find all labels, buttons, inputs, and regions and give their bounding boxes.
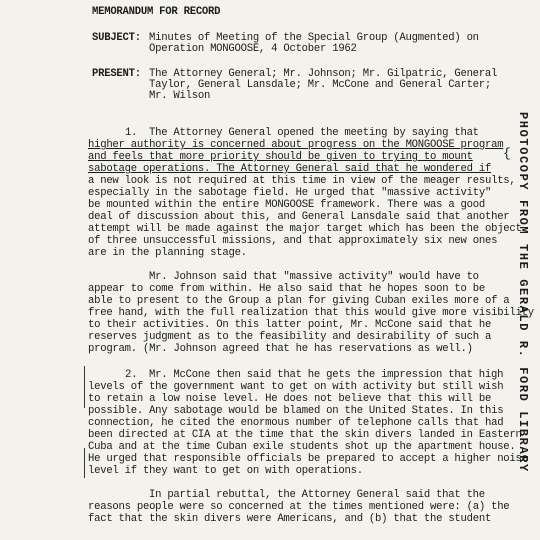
present-line: The Attorney General; Mr. Johnson; Mr. Gilpatric, General <box>149 68 498 80</box>
margin-pencil-mark: { <box>503 146 511 161</box>
subject-line: Minutes of Meeting of the Special Group (Augmented) on <box>149 32 479 44</box>
paragraph-line: level if they want to get on with operations. <box>88 465 363 477</box>
paragraph-line: connection, he cited the enormous number of telephone calls that had <box>88 417 504 429</box>
memo-heading: MEMORANDUM FOR RECORD <box>92 6 221 18</box>
margin-bracket-mark <box>84 448 85 478</box>
paragraph-number: 2. <box>125 369 138 381</box>
paragraph-line-underlined: sabotage operations. The Attorney General said that he wondered if <box>88 163 492 175</box>
paragraph-line: able to present to the Group a plan for giving Cuban exiles more of a <box>88 295 510 307</box>
paragraph-line: reasons people were so concerned at the times mentioned were: (a) the <box>88 501 510 513</box>
paragraph-line: of three unsuccessful missions, and that approximately six new ones <box>88 235 498 247</box>
paragraph-line: levels of the government want to get on with activity but still wish <box>88 381 504 393</box>
subject-label: SUBJECT: <box>92 32 141 44</box>
paragraph-line: a new look is not required at this time in view of the meager results, <box>88 175 516 187</box>
present-line: Taylor, General Lansdale; Mr. McCone and General Carter; <box>149 79 492 91</box>
paragraph-line: free hand, with the full realization that this would give more visibility <box>88 307 534 319</box>
paragraph-line: appear to come from within. He also said that he hopes soon to be <box>88 283 485 295</box>
paragraph-line: He urged that responsible officials be prepared to accept a higher noise <box>88 453 528 465</box>
present-line: Mr. Wilson <box>149 90 211 102</box>
subject-line: Operation MONGOOSE, 4 October 1962 <box>149 43 357 55</box>
paragraph-line: are in the planning stage. <box>88 247 247 259</box>
library-margin-stamp: PHOTOCOPY FROM THE GERALD R. FORD LIBRARY <box>516 112 530 473</box>
paragraph-line: reserves judgment as to the feasibility and desirability of such a <box>88 331 492 343</box>
paragraph-number: 1. <box>125 127 138 139</box>
paragraph-line: be mounted within the entire MONGOOSE framework. There was a good <box>88 199 485 211</box>
paragraph-line: possible. Any sabotage would be blamed on the United States. In this <box>88 405 504 417</box>
paragraph-line: deal of discussion about this, and General Lansdale said that another <box>88 211 510 223</box>
paragraph-line: In partial rebuttal, the Attorney General said that the <box>149 489 485 501</box>
margin-bracket-mark <box>84 366 85 408</box>
paragraph-line: The Attorney General opened the meeting by saying that <box>149 127 479 139</box>
paragraph-line-underlined: higher authority is concerned about progress on the MONGOOSE program <box>88 139 504 151</box>
paragraph-line: Mr. Johnson said that "massive activity" would have to <box>149 271 479 283</box>
paragraph-line: to their activities. On this latter point, Mr. McCone said that he <box>88 319 492 331</box>
paragraph-line: fact that the skin divers were Americans, and (b) that the student <box>88 513 492 525</box>
paragraph-line-underlined: and feels that more priority should be given to trying to mount <box>88 151 473 163</box>
paragraph-line: program. (Mr. Johnson agreed that he has reservations as well.) <box>88 343 473 355</box>
paragraph-line: Cuba and at the time Cuban exile students shot up the apartment house. <box>88 441 516 453</box>
paragraph-line: Mr. McCone then said that he gets the impression that high <box>149 369 504 381</box>
paragraph-line: especially in the sabotage field. He urged that "massive activity" <box>88 187 492 199</box>
paragraph-line: been directed at CIA at the time that the skin divers landed in Eastern <box>88 429 522 441</box>
paragraph-line: attempt will be made against the major target which has been the object <box>88 223 522 235</box>
paragraph-line: to retain a low noise level. He does not believe that this will be <box>88 393 492 405</box>
present-label: PRESENT: <box>92 68 141 80</box>
